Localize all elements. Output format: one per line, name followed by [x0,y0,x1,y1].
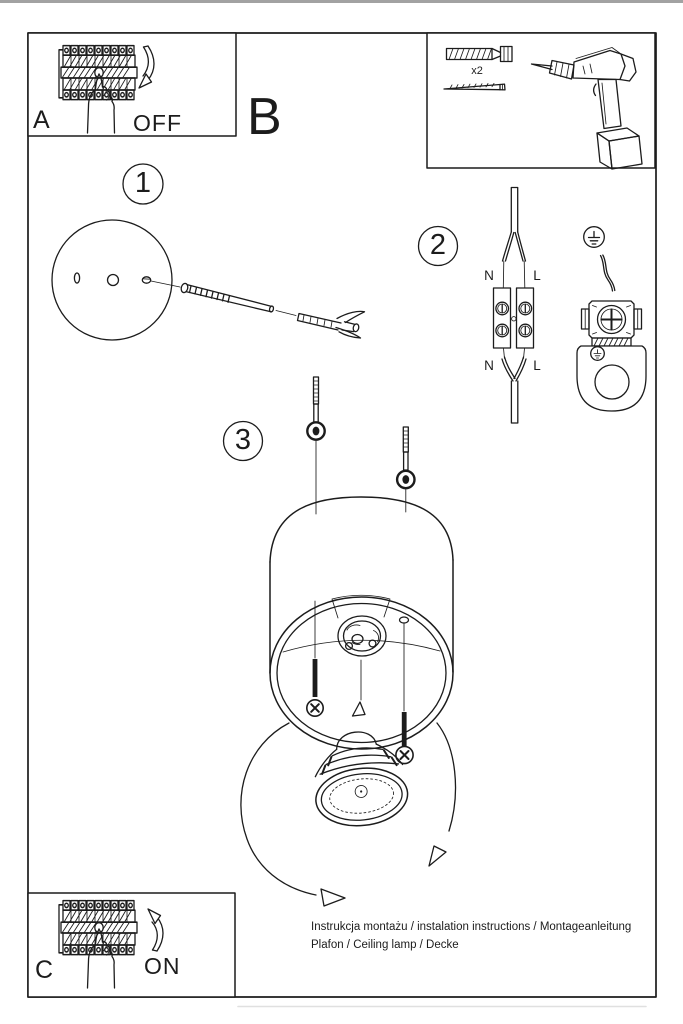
step-2-number: 2 [429,229,447,261]
power-off-box [28,33,236,136]
mounting-screw-left-icon [307,377,324,514]
switch-off-label: OFF [133,110,182,136]
earth-symbol-icon [584,227,605,248]
fixing-screw-icon [180,283,274,313]
tools-box [427,33,655,169]
footer-text [311,919,631,954]
ceiling-plate-icon [52,220,172,340]
insert-direction-arrow-icon [353,660,366,716]
earth-wire-icon [601,255,615,291]
alignment-line [276,311,296,316]
wall-anchor-icon [298,311,365,338]
earth-terminal-icon [577,301,646,411]
footer-line-1: Instrukcja montażu / instalation instructions / Montageanleitung [311,921,632,933]
gu10-socket-icon [332,595,390,656]
anchor-quantity-label: x2 [471,65,483,77]
section-c-label: C [35,956,54,984]
mounting-screw-right-icon [397,427,414,512]
footer-line-2: Plafon / Ceiling lamp / Decke [311,938,459,951]
power-on-box [28,893,235,997]
wire-label-neutral-out: N [484,358,494,373]
terminal-block-icon [494,288,534,348]
outgoing-cable-icon [502,349,526,424]
section-b-label: B [247,88,282,146]
rotate-arrow-right-icon [429,723,455,866]
step-3-number: 3 [234,424,252,456]
section-a-label: A [33,106,50,134]
wire-label-neutral-in: N [484,268,494,283]
mains-cable-icon [503,188,526,288]
wire-label-live-in: L [533,268,541,283]
screw-hole-icon [400,617,409,623]
switch-on-label: ON [144,953,181,979]
step-2-diagram [419,188,647,424]
step-1-number: 1 [134,167,152,199]
step-1-diagram [52,164,365,340]
wire-label-live-out: L [533,358,541,373]
